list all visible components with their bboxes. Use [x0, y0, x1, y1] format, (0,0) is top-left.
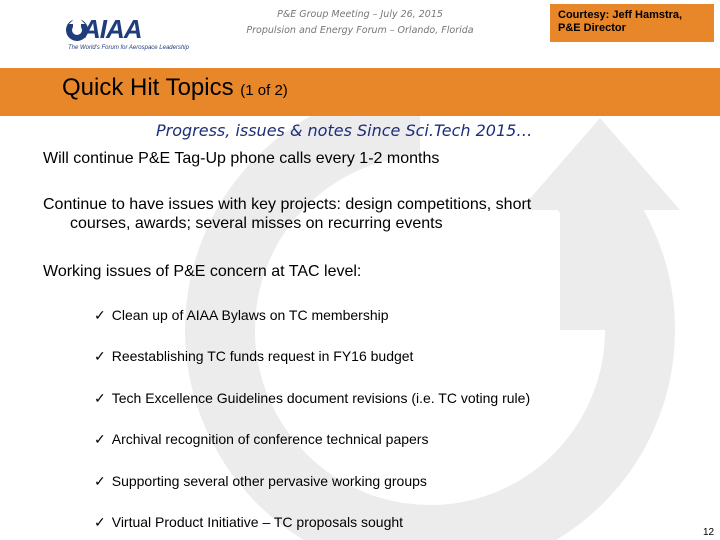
logo-wordmark: AIAA	[82, 14, 142, 44]
checklist-item-label: Reestablishing TC funds request in FY16 budget	[111, 348, 414, 364]
paragraph-tac: Working issues of P&E concern at TAC level:	[43, 263, 362, 280]
checkmark-icon: ✓	[94, 348, 106, 364]
slide-title-part: (1 of 2)	[240, 82, 288, 99]
meeting-line-1: P&E Group Meeting – July 26, 2015	[277, 9, 443, 20]
checklist-item	[94, 431, 428, 448]
courtesy-line-2: P&E Director	[558, 22, 626, 34]
paragraph-issues-line-2: courses, awards; several misses on recurring events	[70, 215, 443, 232]
checklist-item	[94, 390, 530, 407]
checklist-item-label: Archival recognition of conference technical papers	[111, 431, 429, 447]
checkmark-icon: ✓	[94, 514, 106, 530]
checklist-item	[94, 473, 427, 490]
paragraph-issues	[43, 195, 531, 233]
checklist-item	[94, 307, 389, 324]
paragraph-tagup: Will continue P&E Tag-Up phone calls every 1-2 months	[43, 150, 440, 167]
checklist-item	[94, 514, 403, 531]
checklist-item-label: Virtual Product Initiative – TC proposals sought	[111, 514, 404, 530]
checklist-item-label: Clean up of AIAA Bylaws on TC membership	[111, 307, 389, 323]
checklist-item-label: Tech Excellence Guidelines document revisions (i.e. TC voting rule)	[111, 390, 531, 406]
checklist-item	[94, 348, 413, 365]
slide-title-main: Quick Hit Topics	[62, 74, 234, 101]
checkmark-icon: ✓	[94, 390, 106, 406]
checklist-item-label: Supporting several other pervasive working groups	[111, 473, 427, 489]
courtesy-line-1: Courtesy: Jeff Hamstra,	[558, 9, 683, 21]
page-number: 12	[703, 527, 715, 538]
checkmark-icon: ✓	[94, 431, 106, 447]
slide-subtitle: Progress, issues & notes Since Sci.Tech 2015…	[156, 121, 533, 140]
logo-tagline: The World's Forum for Aerospace Leadership	[68, 45, 189, 51]
meeting-info	[240, 7, 480, 39]
paragraph-issues-line-1: Continue to have issues with key projects: design competitions, short	[43, 196, 532, 213]
meeting-line-2: Propulsion and Energy Forum – Orlando, Florida	[246, 25, 474, 36]
slide-title	[62, 74, 288, 102]
checkmark-icon: ✓	[94, 307, 106, 323]
checkmark-icon: ✓	[94, 473, 106, 489]
courtesy-box	[550, 4, 714, 42]
